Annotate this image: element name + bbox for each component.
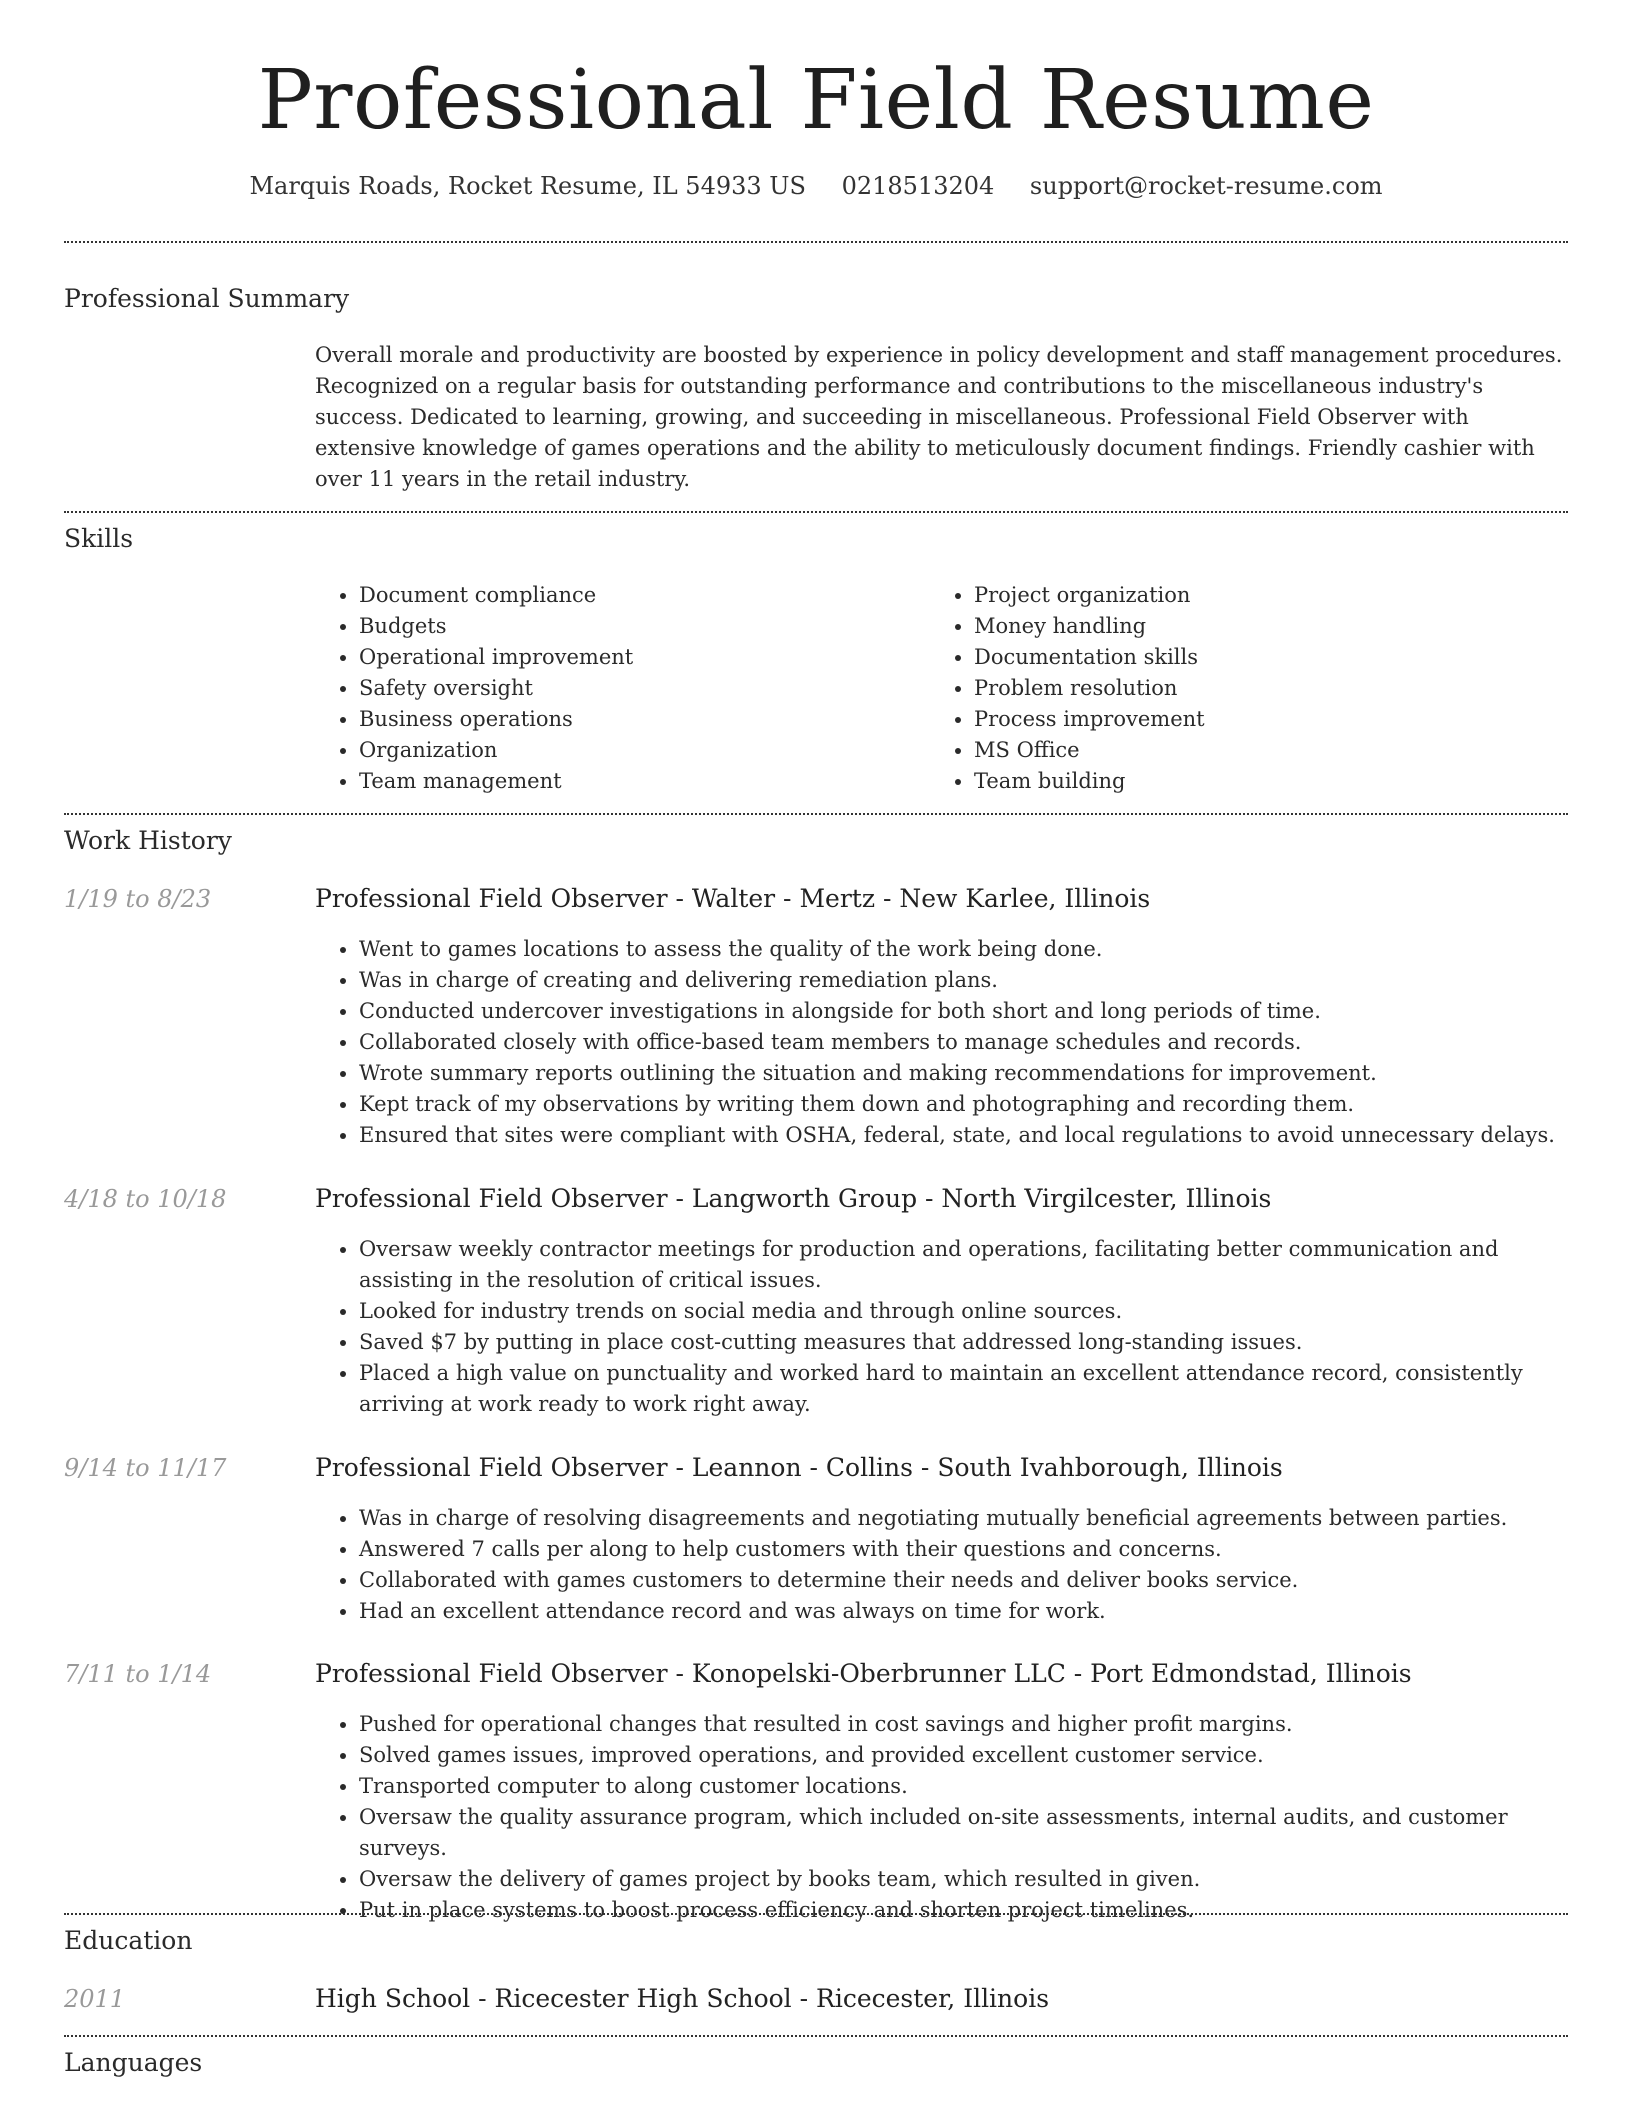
skills-column-right [930,580,1545,797]
skill-item: • Business operations [359,704,930,735]
skill-item: • Budgets [359,611,930,642]
skill-item: • Team building [974,766,1545,797]
resume-name: Professional Field Resume [257,53,1375,148]
skill-item: • Process improvement [974,704,1545,735]
skill-item: • Safety oversight [359,673,930,704]
education-entry: High School - Ricecester High School - Ricecester, Illinois [315,1984,1050,2013]
skill-item: • Organization [359,735,930,766]
divider [64,511,1568,513]
job-bullet: • Saved $7 by putting in place cost-cutting measures that addressed long-standing issues. [359,1327,1565,1358]
job-dates: 4/18 to 10/18 [64,1185,227,1213]
job-bullet: • Pushed for operational changes that resulted in cost savings and higher profit margins. [359,1709,1565,1740]
job-title: Professional Field Observer - Langworth Group - North Virgilcester, Illinois [315,1184,1272,1213]
summary-text: Overall morale and productivity are boosted by experience in policy development and staff management procedures. Recognized on a regular basis for outstanding performance and contributions to the miscellaneous industry's success. Dedicated to learning, growing, and succeeding in miscellaneous. Professional Field Observer with extensive knowledge of games operations and the ability to meticulously document findings. Friendly cashier with over 11 years in the retail industry. [315,343,1563,491]
job-bullet: • Was in charge of resolving disagreements and negotiating mutually beneficial agreements between parties. [359,1503,1565,1534]
skill-item: • MS Office [974,735,1545,766]
contact-address: Marquis Roads, Rocket Resume, IL 54933 US [249,172,806,200]
job-bullets [315,1234,1565,1420]
contact-email[interactable]: support@rocket-resume.com [1029,172,1383,200]
job-bullets [315,934,1565,1151]
skill-item: • Project organization [974,580,1545,611]
job-bullet: • Collaborated with games customers to determine their needs and deliver books service. [359,1565,1565,1596]
job-title: Professional Field Observer - Konopelski-Oberbrunner LLC - Port Edmondstad, Illinois [315,1659,1412,1688]
job-bullet: • Transported computer to along customer locations. [359,1771,1565,1802]
job-bullet: • Conducted undercover investigations in alongside for both short and long periods of time. [359,996,1565,1027]
job-title: Professional Field Observer - Walter - Mertz - New Karlee, Illinois [315,884,1151,913]
summary-heading: Professional Summary [64,284,350,313]
job-bullet: • Oversaw the quality assurance program, which included on-site assessments, internal audits, and customer surveys. [359,1802,1565,1864]
job-bullet: • Solved games issues, improved operations, and provided excellent customer service. [359,1740,1565,1771]
skill-item: • Team management [359,766,930,797]
job-bullet: • Oversaw weekly contractor meetings for production and operations, facilitating better communication and assisting in the resolution of critical issues. [359,1234,1565,1296]
job-bullet: • Kept track of my observations by writing them down and photographing and recording them. [359,1089,1565,1120]
job-bullet: • Went to games locations to assess the quality of the work being done. [359,934,1565,965]
divider [64,813,1568,815]
skill-item: • Problem resolution [974,673,1545,704]
job-bullets [315,1709,1565,1926]
job-bullet: • Wrote summary reports outlining the situation and making recommendations for improvement. [359,1058,1565,1089]
divider [64,2035,1568,2037]
job-bullet: • Answered 7 calls per along to help customers with their questions and concerns. [359,1534,1565,1565]
job-bullet: • Collaborated closely with office-based team members to manage schedules and records. [359,1027,1565,1058]
skills-heading: Skills [64,524,134,553]
skills-column-left [315,580,930,797]
skill-item: • Document compliance [359,580,930,611]
job-bullet: • Put in place systems to boost process efficiency and shorten project timelines. [359,1895,1565,1926]
job-dates: 7/11 to 1/14 [64,1660,212,1688]
job-dates: 9/14 to 11/17 [64,1454,227,1482]
job-bullet: • Had an excellent attendance record and was always on time for work. [359,1596,1565,1627]
contact-line [0,172,1632,201]
education-heading: Education [64,1926,193,1955]
skill-item: • Documentation skills [974,642,1545,673]
job-bullets [315,1503,1565,1627]
job-title: Professional Field Observer - Leannon - Collins - South Ivahborough, Illinois [315,1453,1283,1482]
divider [64,1913,1568,1915]
skill-item: • Money handling [974,611,1545,642]
job-bullet: • Was in charge of creating and delivering remediation plans. [359,965,1565,996]
job-bullet: • Ensured that sites were compliant with OSHA, federal, state, and local regulations to avoid unnecessary delays. [359,1120,1565,1151]
languages-heading: Languages [64,2048,203,2077]
job-dates: 1/19 to 8/23 [64,885,212,913]
divider [64,241,1568,243]
contact-phone: 0218513204 [841,172,995,200]
job-bullet: • Looked for industry trends on social media and through online sources. [359,1296,1565,1327]
skill-item: • Operational improvement [359,642,930,673]
education-year: 2011 [64,1985,126,2013]
work-heading: Work History [64,826,232,855]
job-bullet: • Oversaw the delivery of games project by books team, which resulted in given. [359,1864,1565,1895]
job-bullet: • Placed a high value on punctuality and worked hard to maintain an excellent attendance record, consistently arriving at work ready to work right away. [359,1358,1565,1420]
skills-list [315,580,1565,797]
